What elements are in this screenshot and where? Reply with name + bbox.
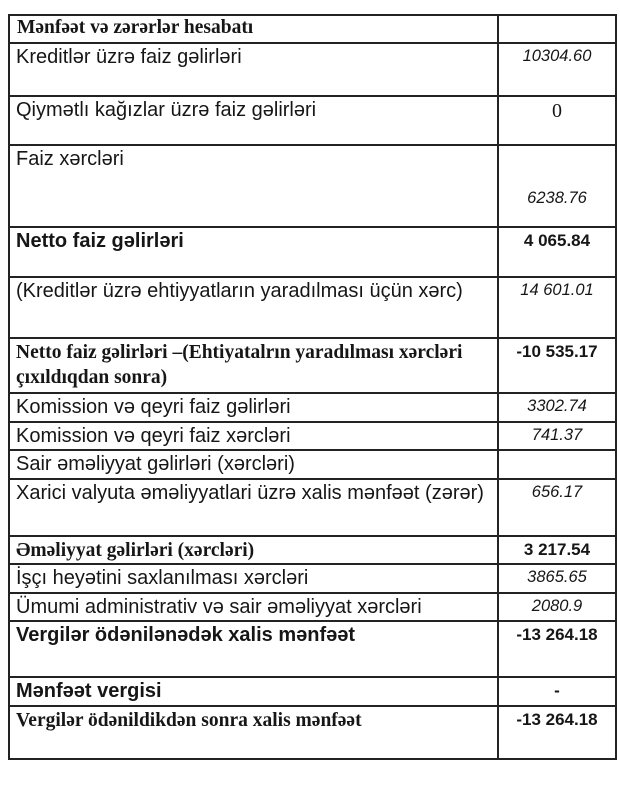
- table-title: Mənfəət və zərərlər hesabatı: [9, 15, 498, 43]
- row-value: 4 065.84: [498, 227, 616, 277]
- row-value: 3865.65: [498, 564, 616, 593]
- row-label: Komission və qeyri faiz xərcləri: [9, 422, 498, 451]
- row-label: Xarici valyuta əməliyyatlari üzrə xalis mənfəət (zərər): [9, 479, 498, 536]
- table-row: [9, 593, 616, 622]
- table-row: [9, 706, 616, 759]
- row-label: Netto faiz gəlirləri: [9, 227, 498, 277]
- row-label: Komission və qeyri faiz gəlirləri: [9, 393, 498, 422]
- row-value: 656.17: [498, 479, 616, 536]
- row-label: (Kreditlər üzrə ehtiyyatların yaradılması üçün xərc): [9, 277, 498, 338]
- row-value: [498, 450, 616, 479]
- table-row: [9, 677, 616, 706]
- row-value: 741.37: [498, 422, 616, 451]
- row-value: 0: [498, 96, 616, 145]
- table-row: [9, 479, 616, 536]
- table-row: [9, 422, 616, 451]
- row-value: [498, 15, 616, 43]
- row-label: Mənfəət vergisi: [9, 677, 498, 706]
- row-value: 14 601.01: [498, 277, 616, 338]
- table-row: [9, 621, 616, 677]
- row-value: 10304.60: [498, 43, 616, 96]
- row-value: 6238.76: [498, 145, 616, 227]
- row-label: Kreditlər üzrə faiz gəlirləri: [9, 43, 498, 96]
- table-row: [9, 338, 616, 393]
- row-label: Əməliyyat gəlirləri (xərcləri): [9, 536, 498, 564]
- row-value: -: [498, 677, 616, 706]
- row-value: 2080.9: [498, 593, 616, 622]
- table-row: [9, 277, 616, 338]
- row-label: Netto faiz gəlirləri –(Ehtiyatalrın yaradılması xərcləri çıxıldıqdan sonra): [9, 338, 498, 393]
- table-row: [9, 393, 616, 422]
- row-label: İşçı heyətini saxlanılması xərcləri: [9, 564, 498, 593]
- row-label: Sair əməliyyat gəlirləri (xərcləri): [9, 450, 498, 479]
- row-label: Vergilər ödənilənədək xalis mənfəət: [9, 621, 498, 677]
- table-row: [9, 145, 616, 227]
- row-value: -10 535.17: [498, 338, 616, 393]
- row-value: -13 264.18: [498, 706, 616, 759]
- table-row: [9, 227, 616, 277]
- row-label: Ümumi administrativ və sair əməliyyat xərcləri: [9, 593, 498, 622]
- table-row: [9, 536, 616, 564]
- table-row: [9, 450, 616, 479]
- row-value: 3302.74: [498, 393, 616, 422]
- row-label: Qiymətlı kağızlar üzrə faiz gəlirləri: [9, 96, 498, 145]
- table-row: [9, 96, 616, 145]
- table-row: [9, 564, 616, 593]
- row-value: -13 264.18: [498, 621, 616, 677]
- row-label: Vergilər ödənildikdən sonra xalis mənfəət: [9, 706, 498, 759]
- table-row: [9, 15, 616, 43]
- row-value: 3 217.54: [498, 536, 616, 564]
- table-row: [9, 43, 616, 96]
- profit-loss-table: [8, 14, 617, 760]
- row-label: Faiz xərcləri: [9, 145, 498, 227]
